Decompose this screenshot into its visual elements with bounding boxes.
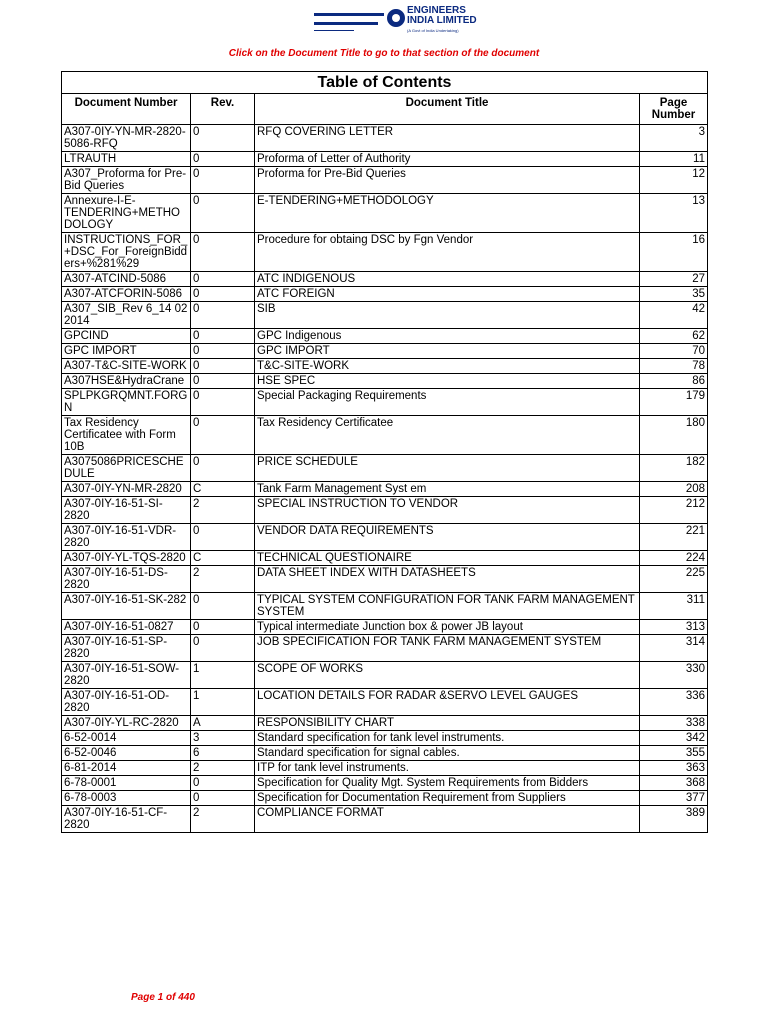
toc-header-row — [62, 94, 708, 125]
document-title-link[interactable]: RESPONSIBILITY CHART — [255, 716, 640, 731]
revision-cell: A — [191, 716, 255, 731]
document-number-cell: 6-52-0046 — [62, 746, 191, 761]
page-number-cell: 338 — [640, 716, 708, 731]
document-number-cell: Annexure-I-E-TENDERING+METHODOLOGY — [62, 194, 191, 233]
table-row — [62, 272, 708, 287]
table-row — [62, 482, 708, 497]
header-revision: Rev. — [191, 94, 255, 125]
page-number-cell: 62 — [640, 329, 708, 344]
revision-cell: 0 — [191, 152, 255, 167]
page-number-cell: 35 — [640, 287, 708, 302]
table-row — [62, 455, 708, 482]
document-title-link[interactable]: LOCATION DETAILS FOR RADAR &SERVO LEVEL GAUGES — [255, 689, 640, 716]
document-title-link[interactable]: E-TENDERING+METHODOLOGY — [255, 194, 640, 233]
table-row — [62, 167, 708, 194]
document-number-cell: SPLPKGRQMNT.FORGN — [62, 389, 191, 416]
revision-cell: 0 — [191, 620, 255, 635]
navigation-hint: Click on the Document Title to go to that section of the document — [228, 48, 540, 59]
table-row — [62, 746, 708, 761]
revision-cell: 1 — [191, 689, 255, 716]
table-row — [62, 635, 708, 662]
document-title-link[interactable]: DATA SHEET INDEX WITH DATASHEETS — [255, 566, 640, 593]
document-title-link[interactable]: ATC INDIGENOUS — [255, 272, 640, 287]
table-row — [62, 194, 708, 233]
document-number-cell: A307-0IY-16-51-DS-2820 — [62, 566, 191, 593]
revision-cell: 1 — [191, 662, 255, 689]
document-title-link[interactable]: GPC Indigenous — [255, 329, 640, 344]
page-number-cell: 42 — [640, 302, 708, 329]
document-number-cell: A307-T&C-SITE-WORK — [62, 359, 191, 374]
revision-cell: 0 — [191, 635, 255, 662]
document-title-link[interactable]: Standard specification for signal cables. — [255, 746, 640, 761]
table-row — [62, 761, 708, 776]
document-title-link[interactable]: Proforma of Letter of Authority — [255, 152, 640, 167]
document-title-link[interactable]: TYPICAL SYSTEM CONFIGURATION FOR TANK FARM MANAGEMENT SYSTEM — [255, 593, 640, 620]
document-number-cell: A307-0IY-16-51-OD-2820 — [62, 689, 191, 716]
document-title-link[interactable]: SPECIAL INSTRUCTION TO VENDOR — [255, 497, 640, 524]
company-logo — [314, 5, 477, 37]
document-number-cell: A307-ATCFORIN-5086 — [62, 287, 191, 302]
revision-cell: 0 — [191, 359, 255, 374]
page-number-cell: 336 — [640, 689, 708, 716]
document-title-link[interactable]: HSE SPEC — [255, 374, 640, 389]
document-title-link[interactable]: Typical intermediate Junction box & power JB layout — [255, 620, 640, 635]
table-row — [62, 416, 708, 455]
page-number-cell: 78 — [640, 359, 708, 374]
page-number-cell: 355 — [640, 746, 708, 761]
page-number-cell: 11 — [640, 152, 708, 167]
logo-subtitle: (A Govt of India Undertaking) — [407, 28, 459, 33]
document-number-cell: GPC IMPORT — [62, 344, 191, 359]
table-row — [62, 497, 708, 524]
document-number-cell: A307-0IY-YL-TQS-2820 — [62, 551, 191, 566]
revision-cell: 0 — [191, 167, 255, 194]
document-title-link[interactable]: Specification for Documentation Requirement from Suppliers — [255, 791, 640, 806]
page-number-cell: 225 — [640, 566, 708, 593]
document-title-link[interactable]: Procedure for obtaing DSC by Fgn Vendor — [255, 233, 640, 272]
table-row — [62, 389, 708, 416]
document-title-link[interactable]: Tank Farm Management Syst em — [255, 482, 640, 497]
revision-cell: 0 — [191, 329, 255, 344]
table-row — [62, 152, 708, 167]
table-row — [62, 302, 708, 329]
page-number-cell: 221 — [640, 524, 708, 551]
page-number-cell: 389 — [640, 806, 708, 833]
document-title-link[interactable]: GPC IMPORT — [255, 344, 640, 359]
document-title-link[interactable]: TECHNICAL QUESTIONAIRE — [255, 551, 640, 566]
revision-cell: 6 — [191, 746, 255, 761]
table-row — [62, 329, 708, 344]
document-title-link[interactable]: Standard specification for tank level instruments. — [255, 731, 640, 746]
document-number-cell: A307-0IY-16-51-0827 — [62, 620, 191, 635]
document-title-link[interactable]: Special Packaging Requirements — [255, 389, 640, 416]
revision-cell: 0 — [191, 791, 255, 806]
page-number-cell: 313 — [640, 620, 708, 635]
page-number-cell: 208 — [640, 482, 708, 497]
document-number-cell: GPCIND — [62, 329, 191, 344]
revision-cell: 0 — [191, 125, 255, 152]
page-number-cell: 330 — [640, 662, 708, 689]
document-number-cell: A307HSE&HydraCrane — [62, 374, 191, 389]
table-row — [62, 662, 708, 689]
revision-cell: C — [191, 551, 255, 566]
revision-cell: 2 — [191, 497, 255, 524]
page-number-cell: 363 — [640, 761, 708, 776]
page-number-cell: 342 — [640, 731, 708, 746]
revision-cell: 0 — [191, 344, 255, 359]
revision-cell: 0 — [191, 593, 255, 620]
document-title-link[interactable]: PRICE SCHEDULE — [255, 455, 640, 482]
document-number-cell: A307-0IY-YN-MR-2820 — [62, 482, 191, 497]
document-number-cell: A307-0IY-16-51-CF-2820 — [62, 806, 191, 833]
document-number-cell: 6-78-0003 — [62, 791, 191, 806]
table-of-contents — [61, 71, 708, 833]
document-number-cell: LTRAUTH — [62, 152, 191, 167]
page-number-cell: 180 — [640, 416, 708, 455]
header-document-number: Document Number — [62, 94, 191, 125]
page-number-cell: 13 — [640, 194, 708, 233]
table-row — [62, 125, 708, 152]
page-number-cell: 314 — [640, 635, 708, 662]
table-row — [62, 620, 708, 635]
revision-cell: 0 — [191, 455, 255, 482]
revision-cell: 0 — [191, 272, 255, 287]
table-row — [62, 791, 708, 806]
document-number-cell: Tax Residency Certificatee with Form 10B — [62, 416, 191, 455]
header-document-title: Document Title — [255, 94, 640, 125]
document-number-cell: INSTRUCTIONS_FOR_+DSC_For_ForeignBidders+%281%29 — [62, 233, 191, 272]
table-row — [62, 593, 708, 620]
eil-emblem-icon — [387, 9, 405, 27]
document-number-cell: A307-0IY-16-51-SI-2820 — [62, 497, 191, 524]
document-number-cell: 6-81-2014 — [62, 761, 191, 776]
revision-cell: 0 — [191, 194, 255, 233]
page-number-cell: 27 — [640, 272, 708, 287]
page-number-cell: 368 — [640, 776, 708, 791]
document-title-link[interactable]: SIB — [255, 302, 640, 329]
document-title-link[interactable]: ITP for tank level instruments. — [255, 761, 640, 776]
toc-title: Table of Contents — [61, 71, 708, 93]
page-number-cell: 224 — [640, 551, 708, 566]
revision-cell: 0 — [191, 233, 255, 272]
document-title-link[interactable]: COMPLIANCE FORMAT — [255, 806, 640, 833]
document-number-cell: A307-0IY-16-51-SOW-2820 — [62, 662, 191, 689]
table-row — [62, 731, 708, 746]
revision-cell: 3 — [191, 731, 255, 746]
table-row — [62, 689, 708, 716]
revision-cell: 0 — [191, 287, 255, 302]
page-number-cell: 86 — [640, 374, 708, 389]
document-title-link[interactable]: ATC FOREIGN — [255, 287, 640, 302]
table-row — [62, 287, 708, 302]
document-number-cell: A3075086PRICESCHEDULE — [62, 455, 191, 482]
document-title-link[interactable]: T&C-SITE-WORK — [255, 359, 640, 374]
table-row — [62, 806, 708, 833]
revision-cell: 0 — [191, 302, 255, 329]
document-number-cell: A307-0IY-YN-MR-2820-5086-RFQ — [62, 125, 191, 152]
hindi-logotype — [314, 7, 386, 33]
document-number-cell: A307-0IY-16-51-VDR-2820 — [62, 524, 191, 551]
revision-cell: 2 — [191, 566, 255, 593]
table-row — [62, 524, 708, 551]
document-title-link[interactable]: SCOPE OF WORKS — [255, 662, 640, 689]
page-number-cell: 70 — [640, 344, 708, 359]
revision-cell: 0 — [191, 389, 255, 416]
header-page-number: Page Number — [640, 94, 708, 125]
page-number-cell: 212 — [640, 497, 708, 524]
document-title-link[interactable]: VENDOR DATA REQUIREMENTS — [255, 524, 640, 551]
revision-cell: 0 — [191, 374, 255, 389]
table-row — [62, 344, 708, 359]
document-title-link[interactable]: Specification for Quality Mgt. System Requirements from Bidders — [255, 776, 640, 791]
table-row — [62, 551, 708, 566]
page-number-cell: 182 — [640, 455, 708, 482]
document-title-link[interactable]: RFQ COVERING LETTER — [255, 125, 640, 152]
revision-cell: 0 — [191, 776, 255, 791]
document-number-cell: A307_Proforma for Pre-Bid Queries — [62, 167, 191, 194]
document-title-link[interactable]: Proforma for Pre-Bid Queries — [255, 167, 640, 194]
table-row — [62, 374, 708, 389]
document-number-cell: A307-0IY-YL-RC-2820 — [62, 716, 191, 731]
revision-cell: 2 — [191, 806, 255, 833]
document-number-cell: A307-0IY-16-51-SK-282 — [62, 593, 191, 620]
document-number-cell: A307-ATCIND-5086 — [62, 272, 191, 287]
table-row — [62, 233, 708, 272]
document-number-cell: 6-78-0001 — [62, 776, 191, 791]
table-row — [62, 566, 708, 593]
revision-cell: 0 — [191, 524, 255, 551]
revision-cell: 0 — [191, 416, 255, 455]
revision-cell: 2 — [191, 761, 255, 776]
document-title-link[interactable]: JOB SPECIFICATION FOR TANK FARM MANAGEMENT SYSTEM — [255, 635, 640, 662]
document-title-link[interactable]: Tax Residency Certificatee — [255, 416, 640, 455]
document-number-cell: 6-52-0014 — [62, 731, 191, 746]
table-row — [62, 716, 708, 731]
table-row — [62, 776, 708, 791]
document-number-cell: A307_SIB_Rev 6_14 02 2014 — [62, 302, 191, 329]
revision-cell: C — [191, 482, 255, 497]
document-number-cell: A307-0IY-16-51-SP-2820 — [62, 635, 191, 662]
page-number-cell: 12 — [640, 167, 708, 194]
page-number-cell: 311 — [640, 593, 708, 620]
page-indicator: Page 1 of 440 — [131, 992, 195, 1003]
page-number-cell: 3 — [640, 125, 708, 152]
logo-brand-text: ENGINEERS INDIA LIMITED — [407, 5, 477, 26]
page-number-cell: 377 — [640, 791, 708, 806]
page-number-cell: 16 — [640, 233, 708, 272]
table-row — [62, 359, 708, 374]
page-number-cell: 179 — [640, 389, 708, 416]
